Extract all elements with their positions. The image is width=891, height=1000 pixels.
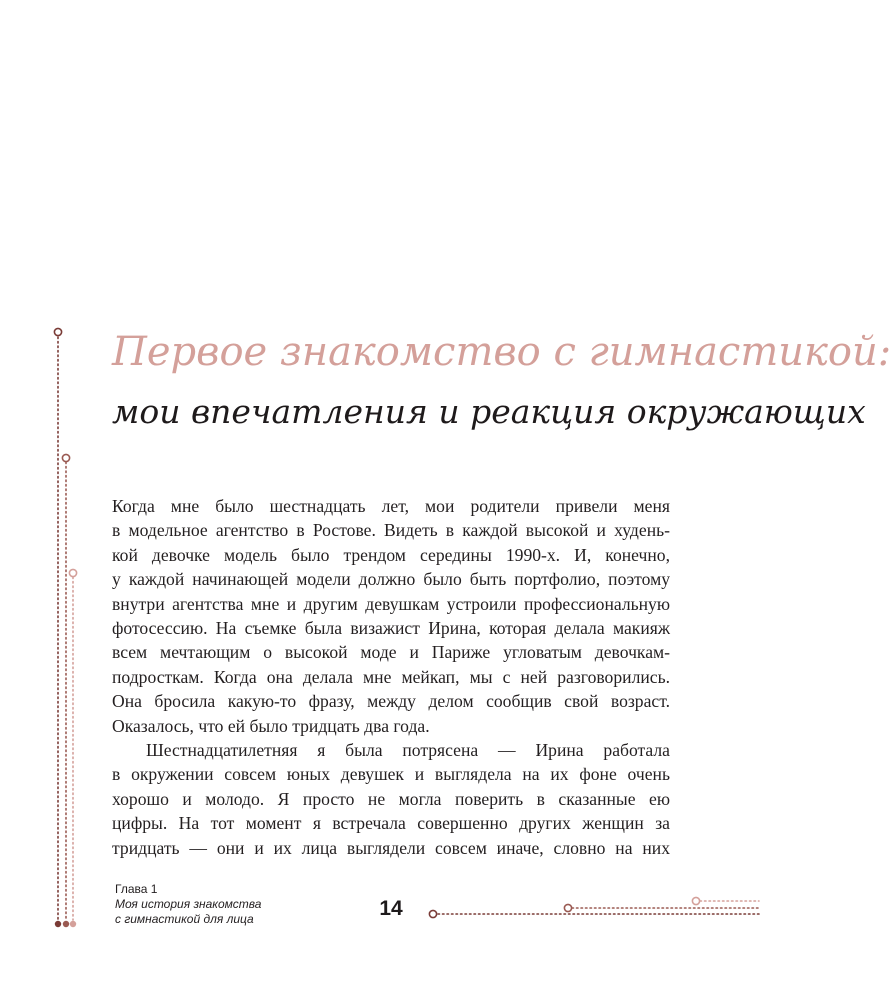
body-line: в окружении совсем юных девушек и выглядела на их фоне очень — [112, 764, 670, 785]
body-line: хорошо и молодо. Я просто не могла поверить в сказанные ею — [112, 788, 670, 809]
body-line: Когда мне было шестнадцать лет, мои родители привели меня — [112, 496, 670, 516]
chapter-footer — [115, 882, 355, 927]
circle-left-2 — [62, 454, 69, 461]
circle-bottom-1 — [429, 910, 436, 917]
circle-left-1 — [54, 328, 61, 335]
body-line: Шестнадцатилетняя я была потрясена — Ирина работала — [146, 740, 670, 761]
circle-bottom-3 — [692, 897, 699, 904]
body-line: у каждой начинающей модели должно было быть портфолио, поэтому — [112, 569, 670, 590]
body-line: Оказалось, что ей было тридцать два года. — [112, 715, 430, 736]
chapter-label: Глава 1 — [115, 882, 158, 896]
body-line: в модельное агентство в Ростове. Видеть в каждой высокой и худень- — [112, 520, 670, 541]
dot-bottom-2 — [63, 921, 69, 927]
body-line: внутри агентства мне и другим девушкам устроили профессиональную — [112, 593, 670, 614]
heading-line-1: Первое знакомство с гимнастикой: — [112, 329, 891, 375]
chapter-title-line-2: с гимнастикой для лица — [115, 912, 254, 926]
dot-bottom-1 — [55, 921, 61, 927]
body-line: фотосессию. На съемке была визажист Ирина, которая делала макияж — [112, 618, 670, 639]
circle-left-3 — [69, 569, 76, 576]
body-line: всем мечтающим о высокой моде и Париже угловатым девочкам- — [112, 642, 670, 663]
body-line: кой девочке модель было трендом середины 1990-х. И, конечно, — [112, 544, 670, 565]
chapter-title-line-1: Моя история знакомства — [115, 897, 262, 911]
dot-bottom-3 — [70, 921, 76, 927]
page-number: 14 — [379, 897, 403, 920]
body-text — [112, 494, 670, 860]
body-line: подросткам. Когда она делала мне мейкап, мы с ней разговорились. — [112, 666, 670, 687]
body-line: Она бросила какую-то фразу, между делом сообщив свой возраст. — [112, 691, 670, 712]
body-line: тридцать — они и их лица выглядели совсем иначе, словно на них — [112, 837, 670, 858]
heading-line-2: мои впечатления и реакция окружающих — [112, 392, 866, 431]
circle-bottom-2 — [564, 904, 571, 911]
body-line: цифры. На тот момент я встречала совершенно других женщин за — [112, 813, 670, 834]
